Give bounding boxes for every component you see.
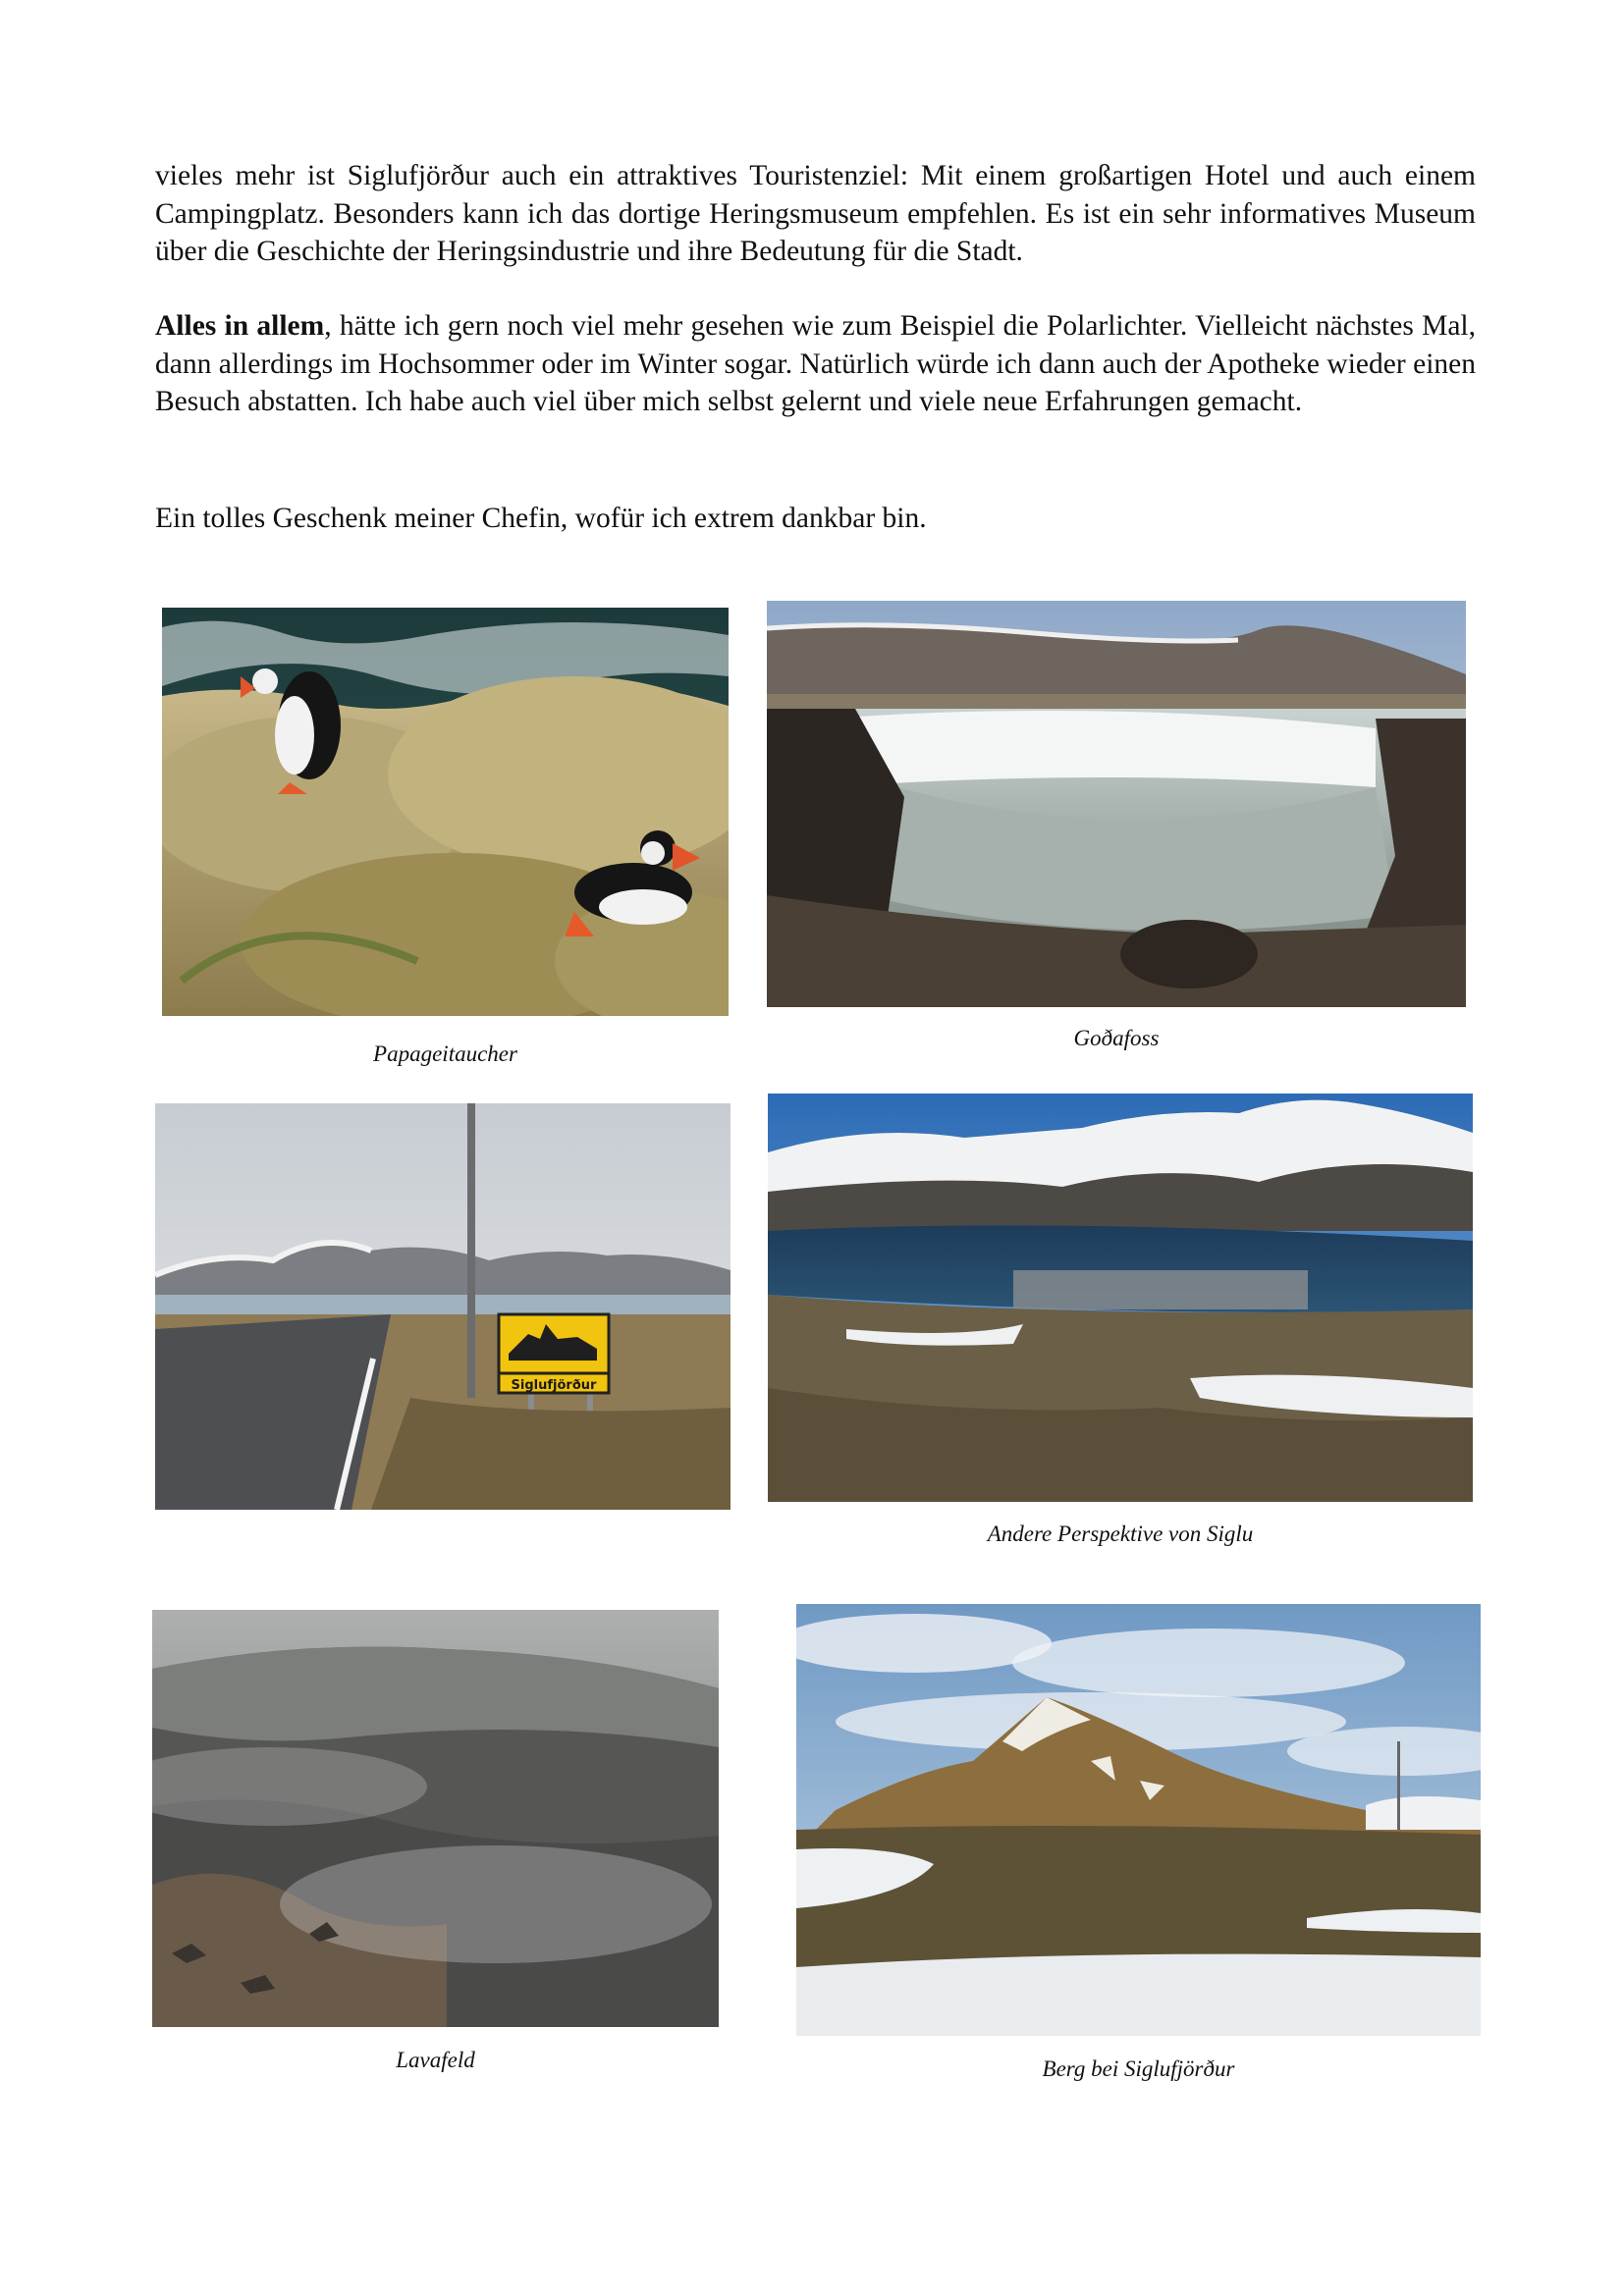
summary-text: , hätte ich gern noch viel mehr gesehen wie zum Beispiel die Polarlichter. Vielleicht nächstes Mal, dann allerdings im Hochsommer oder im Winter sogar. Natürlich würde ich dann auch der Apotheke wieder einen Besuch abstatten. Ich habe auch viel über mich selbst gelernt und viele neue Erfahrungen gemacht. (155, 310, 1476, 417)
photo-fjord (768, 1094, 1473, 1502)
caption-lava: Lavafeld (396, 2048, 475, 2072)
photo-puffins (162, 608, 729, 1016)
photo-lava (152, 1610, 719, 2027)
caption-mountain: Berg bei Siglufjörður (1042, 2056, 1235, 2081)
summary-bold-lead: Alles in allem (155, 310, 325, 342)
caption-fjord: Andere Perspektive von Siglu (987, 1522, 1254, 1546)
paragraph-siglufjordur: vieles mehr ist Siglufjörður auch ein attraktives Touristenziel: Mit einem großartigen Hotel und auch einem Campingplatz. Besonders kann ich das dortige Heringsmuseum empfehlen. Es ist ein sehr informatives Museum über die Geschichte der Heringsindustrie und ihre Bedeutung für die Stadt. (155, 160, 1476, 267)
photo-road-sign (155, 1103, 730, 1510)
caption-waterfall: Goðafoss (1073, 1026, 1160, 1050)
photo-waterfall (767, 601, 1466, 1007)
photo-mountain (796, 1604, 1481, 2036)
road-sign-text: Siglufjörður (511, 1378, 597, 1393)
paragraph-summary (155, 307, 1476, 421)
caption-puffins: Papageitaucher (373, 1041, 517, 1066)
paragraph-thanks: Ein tolles Geschenk meiner Chefin, wofür ich extrem dankbar bin. (155, 503, 927, 534)
